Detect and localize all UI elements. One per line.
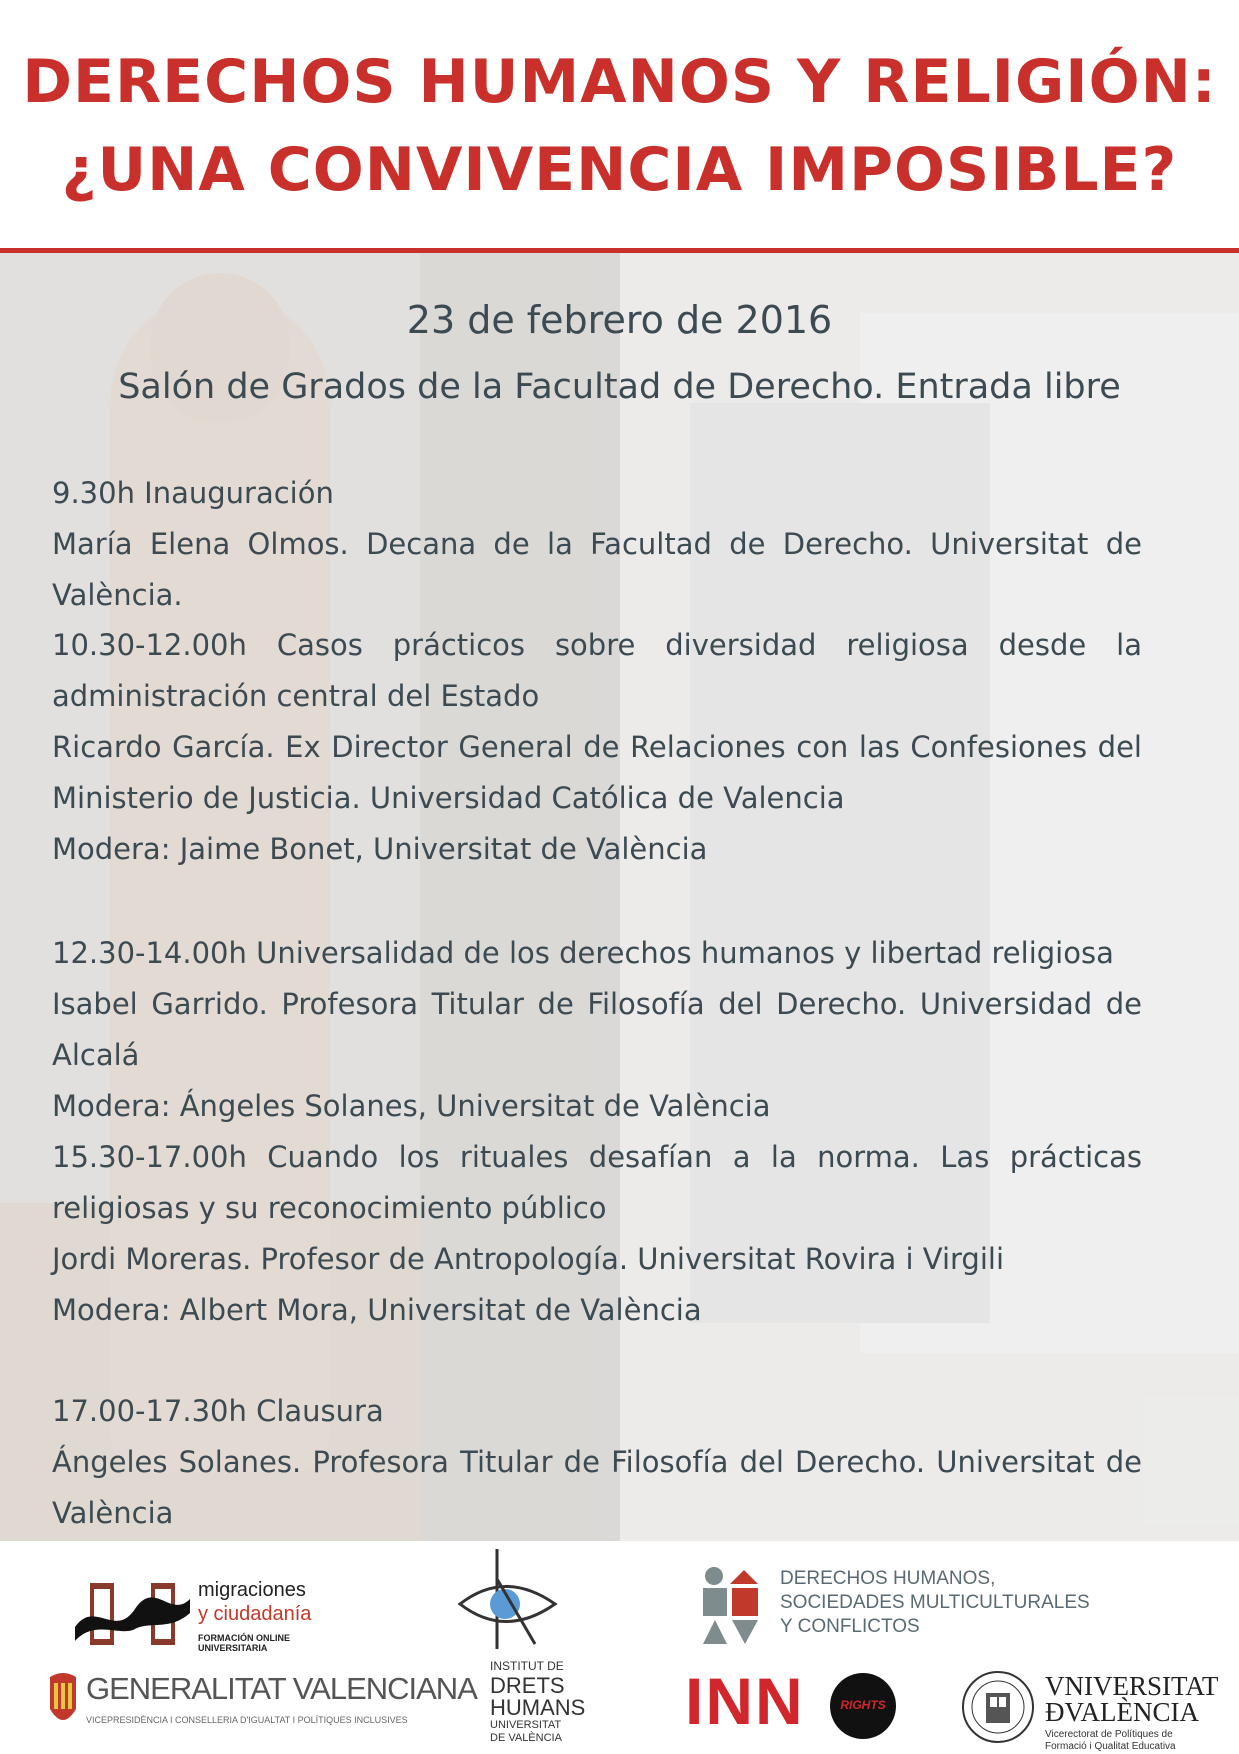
session-line: administración central del Estado [52, 679, 540, 713]
university-name-1: VNIVERSITAT [1045, 1671, 1219, 1701]
program-session-3 [52, 928, 1142, 1132]
migraciones-label-3: FORMACIÓN ONLINE UNIVERSITARIA [198, 1633, 290, 1653]
session-line: Modera: Ángeles Solanes, Universitat de València [52, 1089, 771, 1123]
institut-line-3: HUMANS [490, 1695, 586, 1720]
university-sub-2: Formació i Qualitat Educativa [1045, 1741, 1176, 1752]
migraciones-label-1: migraciones [198, 1579, 306, 1601]
generalitat-name: GENERALITAT VALENCIANA [86, 1671, 477, 1706]
session-line: Jordi Moreras. Profesor de Antropología. Universitat Rovira i Virgili [52, 1242, 1005, 1276]
people-shapes-icon [700, 1566, 775, 1646]
session-line: Modera: Albert Mora, Universitat de València [52, 1293, 702, 1327]
session-line: Ricardo García. Ex Director General de Relaciones con las Confesiones del [52, 730, 1142, 764]
event-date: 23 de febrero de 2016 [406, 298, 833, 342]
dh-line-2: SOCIEDADES MULTICULTURALES [780, 1592, 1090, 1613]
program-session-4 [52, 1132, 1142, 1336]
program-session-1 [52, 468, 1142, 621]
logo-universitat-valencia [960, 1669, 1220, 1752]
eye-icon [455, 1549, 565, 1649]
migraciones-label-2: y ciudadanía [198, 1603, 312, 1625]
logo-innorights [685, 1664, 910, 1749]
session-line: Isabel Garrido. Profesora Titular de Filosofía del Derecho. Universidad de Alcalá [52, 987, 1142, 1072]
session-line: València [52, 1496, 174, 1530]
institut-line-2: DRETS [490, 1673, 565, 1698]
dh-line-3: Y CONFLICTOS [780, 1616, 920, 1637]
session-line: 15.30-17.00h Cuando los rituales desafían a la norma. Las prácticas [52, 1140, 1142, 1174]
institut-line-1: INSTITUT DE [490, 1659, 564, 1673]
innorights-badge: RIGHTS [840, 1698, 886, 1712]
university-name-2: ĐVALÈNCIA [1045, 1697, 1199, 1727]
session-line: 9.30h Inauguración [52, 476, 334, 510]
title-line-1: DERECHOS HUMANOS Y RELIGIÓN: [22, 47, 1217, 117]
event-venue: Salón de Grados de la Facultad de Derecho. Entrada libre [118, 367, 1121, 407]
session-line: 12.30-14.00h Universalidad de los derechos humanos y libertad religiosa [52, 936, 1114, 970]
logo-migraciones-ciudadania [75, 1579, 355, 1653]
session-line: Modera: Jaime Bonet, Universitat de València [52, 832, 708, 866]
session-line: María Elena Olmos. Decana de la Facultad de Derecho. Universitat de València. [52, 527, 1142, 612]
logo-generalitat-valenciana [46, 1669, 477, 1739]
session-line: Ángeles Solanes. Profesora Titular de Filosofía del Derecho. Universitat de [52, 1445, 1142, 1479]
generalitat-subtitle: VICEPRESIDÈNCIA I CONSELLERIA D'IGUALTAT I POLÍTIQUES INCLUSIVES [86, 1715, 408, 1725]
title-line-2: ¿UNA CONVIVENCIA IMPOSIBLE? [61, 135, 1178, 205]
innorights-main: INN [685, 1664, 805, 1738]
institut-line-4: UNIVERSITAT [490, 1719, 562, 1731]
logo-institut-drets-humans [440, 1549, 590, 1749]
program-session-5 [52, 1386, 1142, 1539]
institut-line-5: DE VALÈNCIA [490, 1732, 562, 1744]
session-line: religiosas y su reconocimiento público [52, 1191, 607, 1225]
dh-line-1: DERECHOS HUMANOS, [780, 1568, 996, 1589]
session-line: Ministerio de Justicia. Universidad Católica de Valencia [52, 781, 845, 815]
program-session-2 [52, 620, 1142, 875]
university-seal-icon [960, 1669, 1036, 1745]
generalitat-crest-icon [46, 1669, 80, 1733]
migraciones-icon [75, 1579, 190, 1649]
sponsor-logos [0, 1541, 1239, 1754]
university-sub-1: Vicerectorat de Polítiques de [1045, 1729, 1173, 1740]
session-line: 10.30-12.00h Casos prácticos sobre diversidad religiosa desde la [52, 628, 1142, 662]
session-line: 17.00-17.30h Clausura [52, 1394, 384, 1428]
logo-derechos-humanos-sociedades [700, 1566, 1130, 1656]
